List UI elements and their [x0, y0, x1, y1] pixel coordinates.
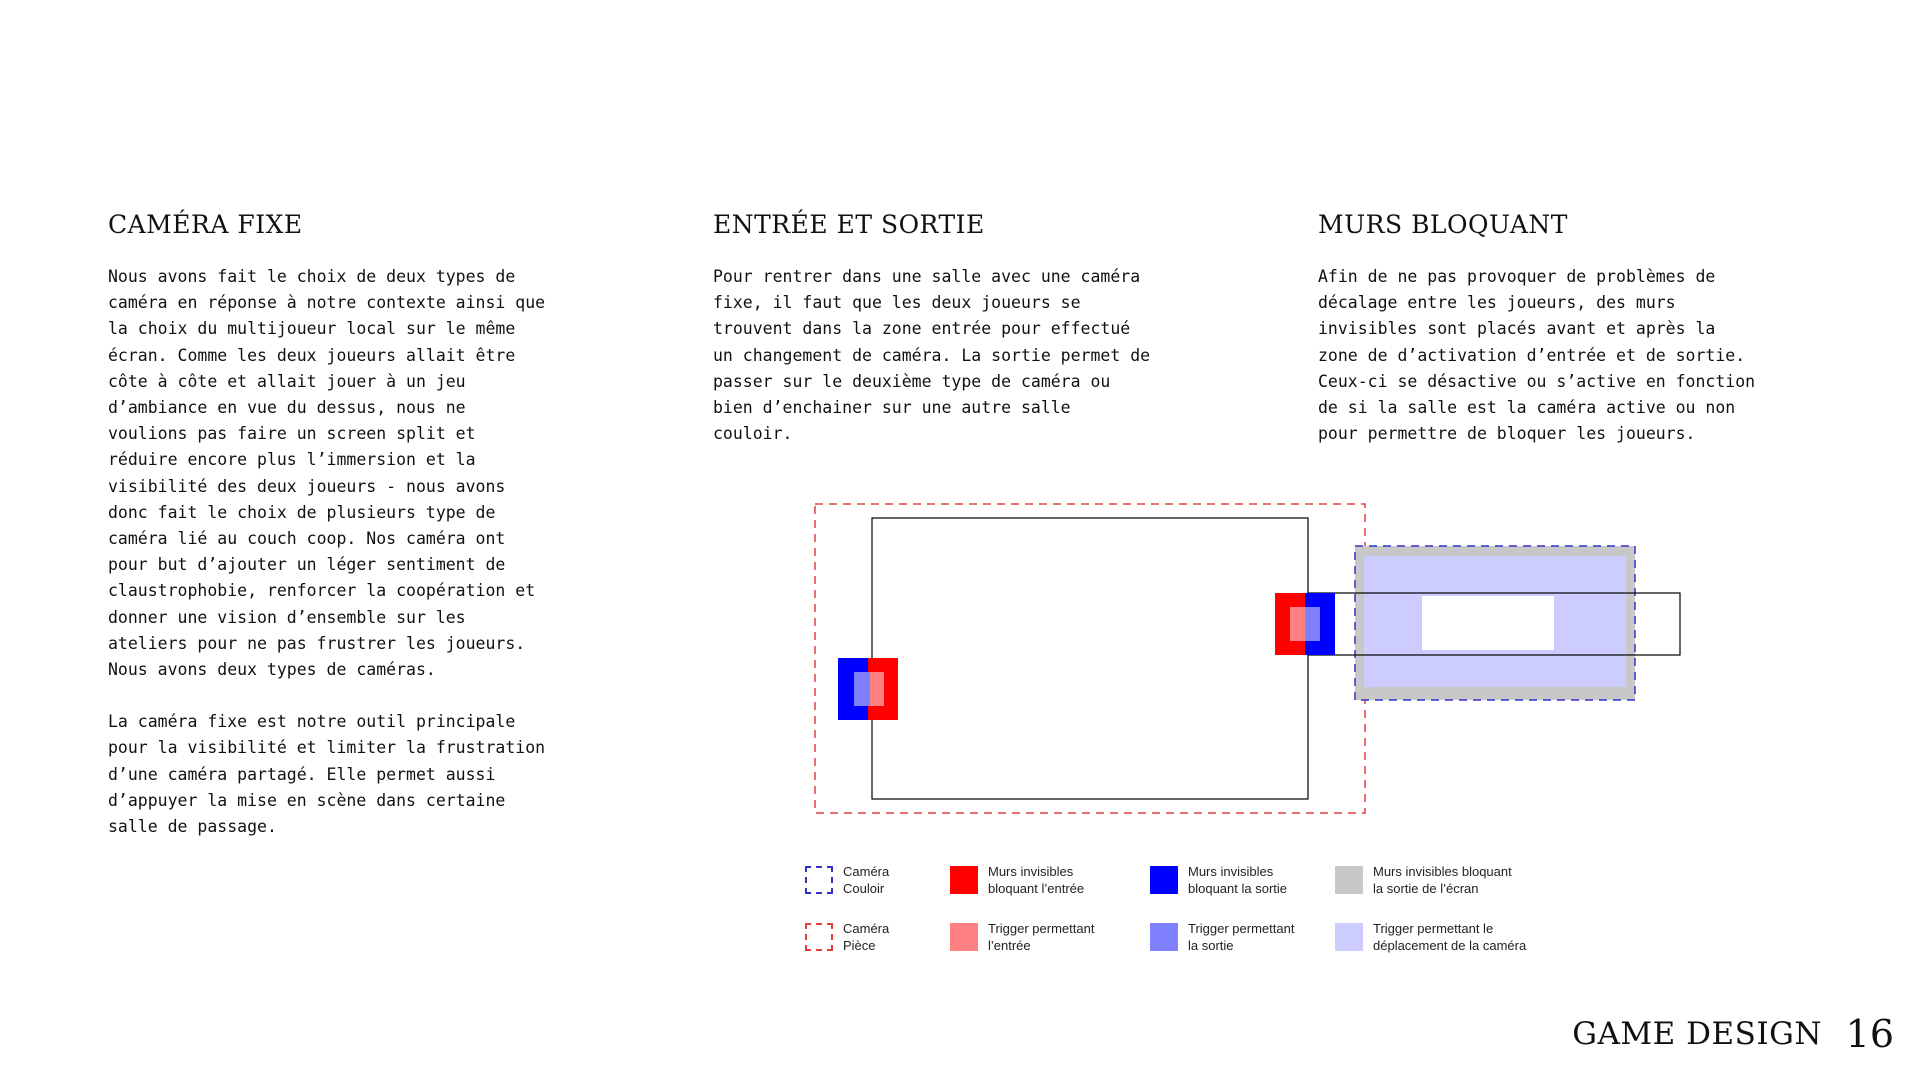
dashed-red-swatch — [805, 923, 833, 951]
column-camera-fixe — [108, 208, 628, 840]
entry-trigger-right — [1290, 607, 1305, 641]
page-number: 16 — [1845, 1012, 1894, 1056]
grey-swatch — [1335, 866, 1363, 894]
paragraph: Nous avons fait le choix de deux types de caméra en réponse à notre contexte ainsi que la choix du multijoueur local sur le même écran. Comme les deux joueurs allait être côte à côte et allait jouer à un jeu d’ambiance en vue du dessus, nous ne voulions pas faire un screen split et réduire encore plus l’immersion et la visibilité des deux joueurs - nous avons donc fait le choix de plusieurs type de caméra lié au couch coop. Nos caméra ont pour but d’ajouter un léger sentiment de claustrophobie, renforcer la coopération et donner une vision d’ensemble sur les ateliers pour ne pas frustrer les joueurs. Nous avons deux types de caméras. — [108, 267, 546, 680]
legend-item-room-camera — [805, 923, 889, 954]
paragraph: La caméra fixe est notre outil principale pour la visibilité et limiter la frustration d’une caméra partagé. Elle permet aussi d’appuyer la mise en scène dans certaine salle de passage. — [108, 712, 546, 837]
exit-trigger-right — [1305, 607, 1320, 641]
legend-label: Trigger permettant le déplacement de la caméra — [1373, 921, 1527, 953]
paragraph: Pour rentrer dans une salle avec une caméra fixe, il faut que les deux joueurs se trouvent dans la zone entrée pour effectué un changement de caméra. La sortie permet de passer sur le deuxième type de caméra ou bien d’enchainer sur une autre salle couloir. — [713, 267, 1151, 444]
lavender-swatch — [1335, 923, 1363, 951]
paragraph: Afin de ne pas provoquer de problèmes de décalage entre les joueurs, des murs invisibles sont placés avant et après la zone de d’activation d’entrée et de sortie. Ceux-ci se désactive ou s’active en fonction de si la salle est la caméra active ou non pour permettre de bloquer les joueurs. — [1318, 267, 1756, 444]
corridor-inner — [1422, 596, 1554, 650]
dashed-blue-swatch — [805, 866, 833, 894]
legend-label: Caméra Pièce — [843, 921, 890, 953]
camera-layout-diagram — [790, 490, 1690, 830]
legend-label: Murs invisibles bloquant l’entrée — [988, 864, 1085, 896]
legend-label: Trigger permettant la sortie — [1188, 921, 1295, 953]
legend-item-exit-wall — [1150, 866, 1287, 897]
section-title-murs-bloquant: MURS BLOQUANT — [1318, 210, 1568, 239]
legend — [805, 866, 1565, 966]
exit-trigger-left — [854, 672, 870, 706]
footer-section-title: GAME DESIGN — [1572, 1016, 1822, 1052]
legend-item-entry-trigger — [950, 923, 1094, 954]
legend-item-screen-wall — [1335, 866, 1512, 897]
column-entree-sortie — [713, 208, 1233, 447]
entry-trigger-left — [870, 672, 884, 706]
section-title-entree-sortie: ENTRÉE ET SORTIE — [713, 210, 985, 239]
legend-label: Trigger permettant l’entrée — [988, 921, 1095, 953]
light-blue-swatch — [1150, 923, 1178, 951]
section-title-camera-fixe: CAMÉRA FIXE — [108, 210, 303, 239]
legend-label: Caméra Couloir — [843, 864, 890, 896]
legend-item-exit-trigger — [1150, 923, 1294, 954]
legend-label: Murs invisibles bloquant la sortie de l’écran — [1373, 864, 1512, 896]
legend-item-camera-trigger — [1335, 923, 1526, 954]
blue-swatch — [1150, 866, 1178, 894]
red-swatch — [950, 866, 978, 894]
legend-item-entry-wall — [950, 866, 1084, 897]
light-red-swatch — [950, 923, 978, 951]
legend-item-corridor-camera — [805, 866, 889, 897]
legend-label: Murs invisibles bloquant la sortie — [1188, 864, 1288, 896]
room — [872, 518, 1308, 799]
column-murs-bloquant — [1318, 208, 1838, 447]
